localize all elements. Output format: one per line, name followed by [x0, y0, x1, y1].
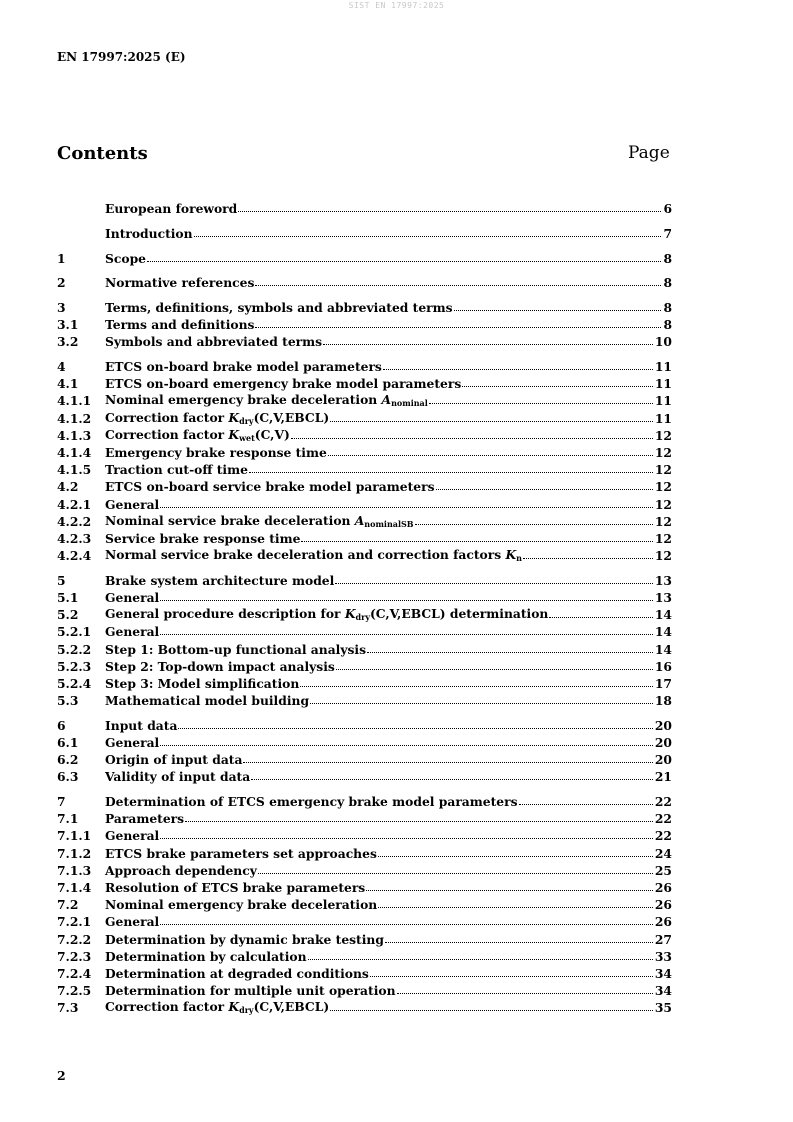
toc-entry-number: 4.2.2 — [57, 513, 92, 529]
toc-entry-title: Input data — [105, 717, 178, 733]
toc-entry-title: ETCS on-board brake model parameters — [105, 359, 382, 374]
toc-dot-leader — [378, 856, 653, 857]
toc-entry-number: 4.2.4 — [57, 548, 92, 564]
toc-entry[interactable] — [57, 408, 672, 425]
toc-dot-leader — [328, 455, 653, 456]
toc-entry-page: 8 — [663, 317, 672, 333]
toc-entry[interactable] — [57, 691, 672, 708]
toc-entry-title: Symbols and abbreviated terms — [105, 334, 323, 350]
document-id: EN 17997:2025 (E) — [57, 50, 186, 64]
toc-entry[interactable] — [57, 460, 672, 477]
toc-entry[interactable] — [57, 878, 672, 895]
toc-entry-page: 14 — [654, 641, 672, 657]
toc-entry-number: 3.1 — [57, 317, 79, 333]
toc-entry-number: 7.2.4 — [57, 965, 92, 981]
toc-entry[interactable] — [57, 826, 672, 843]
toc-dot-leader — [258, 873, 653, 874]
toc-entry[interactable] — [57, 750, 672, 767]
toc-entry-page: 12 — [654, 548, 672, 564]
toc-entry-page: 26 — [654, 914, 672, 930]
toc-dot-leader — [415, 524, 653, 525]
toc-entry-title: Parameters — [105, 811, 185, 827]
toc-entry-page: 13 — [654, 572, 672, 588]
toc-entry[interactable] — [57, 843, 672, 860]
toc-entry-number: 7.2.1 — [57, 914, 92, 930]
toc-entry-number: 6 — [57, 717, 66, 733]
toc-entry-number: 1 — [57, 250, 66, 266]
page-number: 2 — [57, 1068, 66, 1083]
toc-entry-title: ETCS brake parameters set approaches — [105, 845, 377, 861]
toc-entry-title: General — [105, 734, 160, 750]
watermark: SIST EN 17997:2025 — [348, 1, 445, 10]
toc-entry-number: 7 — [57, 794, 66, 809]
toc-entry-title: General — [105, 496, 160, 512]
toc-entry[interactable] — [57, 767, 672, 784]
toc-entry-page: 11 — [654, 410, 672, 426]
toc-entry[interactable] — [57, 199, 672, 216]
toc-entry[interactable] — [57, 494, 672, 511]
toc-entry[interactable] — [57, 332, 672, 349]
toc-entry-title: Step 3: Model simplification — [105, 675, 300, 691]
toc-dot-leader — [160, 745, 653, 746]
toc-dot-leader — [367, 652, 653, 653]
toc-entry-page: 13 — [654, 589, 672, 605]
toc-entry[interactable] — [57, 298, 672, 315]
toc-entry-page: 12 — [654, 444, 672, 460]
toc-dot-leader — [397, 993, 653, 994]
toc-entry-title: Origin of input data — [105, 752, 243, 768]
toc-entry-page: 34 — [654, 965, 672, 981]
toc-entry-number: 4.1 — [57, 376, 79, 392]
toc-entry-title: Traction cut-off time — [105, 462, 248, 478]
toc-entry-page: 16 — [654, 658, 672, 674]
toc-entry-number: 7.1.2 — [57, 845, 92, 861]
toc-entry[interactable] — [57, 792, 672, 809]
toc-entry-number: 7.2 — [57, 897, 79, 913]
toc-dot-leader — [251, 779, 653, 780]
toc-entry-number: 7.2.5 — [57, 983, 92, 999]
toc-dot-leader — [194, 236, 662, 237]
toc-dot-leader — [310, 703, 653, 704]
toc-entry-page: 11 — [654, 393, 672, 409]
contents-heading: Contents — [57, 143, 148, 164]
toc-entry-title: Approach dependency — [105, 862, 257, 878]
toc-entry-page: 33 — [654, 948, 672, 964]
toc-entry[interactable] — [57, 605, 672, 622]
toc-entry-title: General — [105, 828, 160, 844]
toc-entry-page: 22 — [654, 811, 672, 827]
toc-entry-title: Scope — [105, 250, 146, 266]
toc-entry[interactable] — [57, 512, 672, 529]
toc-entry-page: 12 — [654, 479, 672, 495]
toc-dot-leader — [330, 421, 653, 422]
toc-dot-leader — [147, 261, 661, 262]
toc-entry-title: Step 1: Bottom-up functional analysis — [105, 641, 367, 657]
toc-entry-page: 18 — [654, 693, 672, 709]
toc-dot-leader — [366, 890, 653, 891]
toc-entry-number: 7.1 — [57, 811, 79, 827]
toc-entry-title: General — [105, 624, 160, 640]
toc-entry-page: 11 — [654, 359, 672, 374]
toc-entry-title: Nominal emergency brake deceleration — [105, 897, 378, 913]
toc-dot-leader — [383, 369, 653, 370]
toc-entry[interactable] — [57, 374, 672, 391]
toc-entry-title: Determination by dynamic brake testing — [105, 931, 384, 947]
toc-dot-leader — [370, 976, 653, 977]
toc-entry[interactable] — [57, 224, 672, 241]
toc-entry-title: General — [105, 914, 160, 930]
toc-dot-leader — [454, 310, 662, 311]
toc-entry-number: 2 — [57, 275, 66, 291]
toc-entry-number: 7.3 — [57, 1000, 79, 1016]
toc-entry[interactable] — [57, 477, 672, 494]
toc-dot-leader — [160, 507, 653, 508]
toc-entry-page: 12 — [654, 530, 672, 546]
toc-entry-number: 5.2.4 — [57, 675, 92, 691]
toc-entry-title: Terms, definitions, symbols and abbreviated terms — [105, 299, 453, 315]
toc-entry-page: 11 — [654, 376, 672, 392]
toc-dot-leader — [336, 669, 653, 670]
table-of-contents — [57, 199, 672, 1015]
toc-entry-page: 24 — [654, 845, 672, 861]
toc-entry[interactable] — [57, 981, 672, 998]
toc-entry-page: 8 — [663, 299, 672, 315]
toc-entry-page: 12 — [654, 462, 672, 478]
toc-entry-title: European foreword — [105, 201, 238, 217]
toc-dot-leader — [178, 728, 652, 729]
toc-entry[interactable] — [57, 912, 672, 929]
toc-entry-title: General — [105, 589, 160, 605]
toc-dot-leader — [160, 600, 653, 601]
toc-dot-leader — [300, 686, 653, 687]
toc-dot-leader — [462, 386, 653, 387]
toc-entry-number: 6.1 — [57, 734, 79, 750]
toc-entry[interactable] — [57, 964, 672, 981]
toc-entry-title: Introduction — [105, 225, 193, 241]
toc-entry-number: 6.3 — [57, 769, 79, 785]
toc-entry[interactable] — [57, 861, 672, 878]
toc-dot-leader — [249, 472, 653, 473]
toc-entry-number: 5 — [57, 572, 66, 588]
toc-entry[interactable] — [57, 443, 672, 460]
toc-entry-number: 4.1.4 — [57, 444, 92, 460]
toc-entry-title: Step 2: Top-down impact analysis — [105, 658, 335, 674]
toc-entry[interactable] — [57, 357, 672, 374]
toc-entry-title: Determination by calculation — [105, 948, 307, 964]
toc-entry-title: ETCS on-board service brake model parameters — [105, 479, 435, 495]
toc-entry-number: 7.1.1 — [57, 828, 92, 844]
toc-entry-title: Nominal emergency brake deceleration $A_{nominal}$ — [105, 392, 428, 409]
toc-entry-number: 3 — [57, 299, 66, 315]
toc-entry-page: 8 — [663, 275, 672, 291]
toc-entry-number: 5.3 — [57, 693, 79, 709]
toc-dot-leader — [323, 344, 653, 345]
toc-entry[interactable] — [57, 929, 672, 946]
toc-dot-leader — [160, 838, 653, 839]
toc-entry-page: 12 — [654, 513, 672, 529]
toc-entry-number: 4.1.3 — [57, 427, 92, 443]
toc-entry-title: Validity of input data — [105, 769, 251, 785]
toc-entry[interactable] — [57, 588, 672, 605]
toc-entry-title: Terms and definitions — [105, 317, 255, 333]
toc-entry[interactable] — [57, 529, 672, 546]
toc-entry-number: 5.2.3 — [57, 658, 92, 674]
toc-entry[interactable] — [57, 315, 672, 332]
toc-entry[interactable] — [57, 716, 672, 733]
toc-entry-number: 6.2 — [57, 752, 79, 768]
toc-entry-title: Nominal service brake deceleration $A_{nominalSB}$ — [105, 512, 414, 529]
toc-entry[interactable] — [57, 622, 672, 639]
toc-entry-page: 7 — [663, 225, 672, 241]
toc-dot-leader — [160, 634, 653, 635]
toc-entry-page: 12 — [654, 427, 672, 443]
toc-entry-page: 21 — [654, 769, 672, 785]
toc-entry-page: 8 — [663, 250, 672, 266]
toc-entry-number: 4.1.5 — [57, 462, 92, 478]
toc-entry[interactable] — [57, 895, 672, 912]
toc-entry-number: 4.1.2 — [57, 410, 92, 426]
toc-dot-leader — [301, 541, 652, 542]
toc-entry-number: 5.1 — [57, 589, 79, 605]
toc-entry-page: 22 — [654, 794, 672, 809]
toc-entry[interactable] — [57, 998, 672, 1015]
toc-entry-page: 12 — [654, 496, 672, 512]
toc-dot-leader — [243, 762, 652, 763]
toc-entry[interactable] — [57, 248, 672, 265]
toc-entry-page: 14 — [654, 607, 672, 623]
toc-entry[interactable] — [57, 391, 672, 408]
toc-dot-leader — [160, 924, 653, 925]
toc-dot-leader — [255, 285, 661, 286]
toc-entry-title: Mathematical model building — [105, 693, 310, 709]
toc-entry-number: 7.2.3 — [57, 948, 92, 964]
toc-entry[interactable] — [57, 546, 672, 563]
toc-entry[interactable] — [57, 674, 672, 691]
toc-dot-leader — [330, 1010, 653, 1011]
toc-entry-page: 34 — [654, 983, 672, 999]
toc-entry-number: 4.1.1 — [57, 393, 92, 409]
toc-entry-number: 4.2.1 — [57, 496, 92, 512]
toc-entry-page: 6 — [663, 201, 672, 217]
toc-entry-title: Determination of ETCS emergency brake model parameters — [105, 794, 518, 809]
toc-entry-title: Normative references — [105, 275, 255, 291]
toc-entry-page: 35 — [654, 1000, 672, 1016]
toc-entry-title: Normal service brake deceleration and correction factors $K_n$ — [105, 547, 522, 564]
toc-entry-number: 4.2 — [57, 479, 79, 495]
toc-entry-number: 4.2.3 — [57, 530, 92, 546]
toc-entry[interactable] — [57, 947, 672, 964]
toc-entry[interactable] — [57, 426, 672, 443]
toc-dot-leader — [255, 327, 661, 328]
toc-entry-page: 25 — [654, 862, 672, 878]
toc-entry-page: 10 — [654, 334, 672, 350]
toc-entry-title: Emergency brake response time — [105, 444, 327, 460]
toc-entry-title: Correction factor $K_{dry}(C,V,EBCL)$ — [105, 409, 330, 426]
toc-dot-leader — [308, 959, 653, 960]
toc-entry-title: Correction factor $K_{wet}(C,V)$ — [105, 426, 290, 443]
toc-entry[interactable] — [57, 639, 672, 656]
toc-entry-title: Determination for multiple unit operation — [105, 983, 396, 999]
toc-entry-page: 22 — [654, 828, 672, 844]
toc-entry[interactable] — [57, 657, 672, 674]
toc-entry-page: 27 — [654, 931, 672, 947]
toc-entry-title: General procedure description for $K_{dry}(C,V,EBCL)$ determination — [105, 606, 549, 623]
toc-entry-number: 5.2 — [57, 607, 79, 623]
toc-entry-page: 20 — [654, 734, 672, 750]
toc-dot-leader — [185, 821, 653, 822]
toc-dot-leader — [238, 211, 661, 212]
toc-entry-title: Correction factor $K_{dry}(C,V,EBCL)$ — [105, 999, 330, 1016]
toc-entry-number: 5.2.2 — [57, 641, 92, 657]
toc-entry-title: Service brake response time — [105, 530, 301, 546]
toc-entry[interactable] — [57, 571, 672, 588]
toc-entry-number: 4 — [57, 359, 66, 374]
toc-dot-leader — [378, 907, 653, 908]
toc-dot-leader — [429, 403, 653, 404]
toc-dot-leader — [519, 804, 653, 805]
toc-entry-number: 7.1.3 — [57, 862, 92, 878]
toc-entry-title: Determination at degraded conditions — [105, 965, 369, 981]
toc-entry-number: 7.2.2 — [57, 931, 92, 947]
toc-dot-leader — [335, 583, 653, 584]
page-column-heading: Page — [628, 143, 670, 163]
toc-entry-page: 20 — [654, 752, 672, 768]
toc-entry-number: 3.2 — [57, 334, 79, 350]
toc-entry-number: 7.1.4 — [57, 879, 92, 895]
toc-entry-title: Resolution of ETCS brake parameters — [105, 879, 366, 895]
toc-entry-page: 26 — [654, 879, 672, 895]
toc-dot-leader — [523, 558, 653, 559]
toc-entry-page: 14 — [654, 624, 672, 640]
toc-dot-leader — [436, 489, 653, 490]
toc-entry[interactable] — [57, 273, 672, 290]
toc-entry-title: Brake system architecture model — [105, 572, 335, 588]
toc-entry-title: ETCS on-board emergency brake model parameters — [105, 376, 462, 392]
toc-entry[interactable] — [57, 809, 672, 826]
toc-entry[interactable] — [57, 733, 672, 750]
toc-entry-number: 5.2.1 — [57, 624, 92, 640]
toc-dot-leader — [549, 617, 653, 618]
toc-entry-page: 26 — [654, 897, 672, 913]
toc-entry-page: 17 — [654, 675, 672, 691]
toc-dot-leader — [291, 438, 653, 439]
toc-dot-leader — [385, 942, 653, 943]
toc-entry-page: 20 — [654, 717, 672, 733]
